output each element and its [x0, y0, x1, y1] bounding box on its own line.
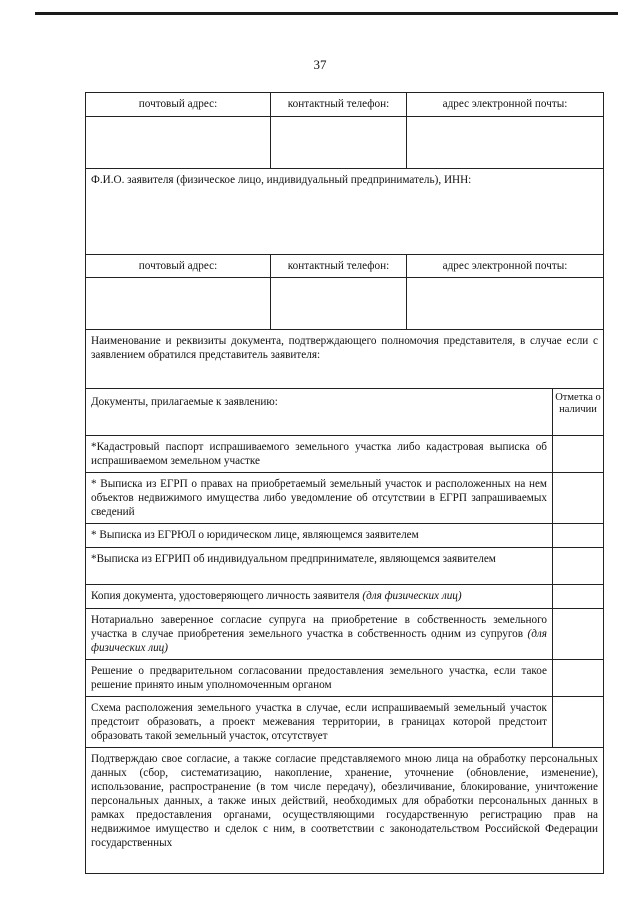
- document-item-text: Копия документа, удостоверяющего личность заявителя (для физических лиц): [91, 590, 462, 602]
- representative-label: Наименование и реквизиты документа, подтверждающего полномочия представителя, в случае если с заявлением обратился представитель заявителя:: [91, 335, 598, 361]
- document-mark-cell[interactable]: [552, 697, 603, 747]
- contacts-input-row-1: [86, 116, 603, 168]
- contacts-header-row-1: [86, 93, 603, 116]
- document-mark-cell[interactable]: [552, 524, 603, 547]
- application-form-table: [85, 92, 604, 874]
- document-item-row: [86, 523, 603, 547]
- consent-text: Подтверждаю свое согласие, а также согласие представляемого мною лица на обработку персональных данных (сбор, систематизацию, накопление, хранение, уточнение (обновление, изменение), использование, распространение (в том числе передачу), обезличивание, блокирование, уничтожение персональных данных, а также иных действий, необходимых для обработки персональных данных в рамках предоставления органами, осуществляющими государственную регистрацию прав на недвижимое имущество и сделок с ним, в соответствии с законодательством Российской Федерации государственных: [91, 753, 598, 849]
- document-mark-cell[interactable]: [552, 436, 603, 472]
- document-item-text: * Выписка из ЕГРЮЛ о юридическом лице, являющемся заявителем: [91, 529, 419, 541]
- document-mark-cell[interactable]: [552, 585, 603, 608]
- document-item-row: [86, 659, 603, 696]
- document-item-text: *Выписка из ЕГРИП об индивидуальном предпринимателе, являющемся заявителем: [91, 553, 496, 565]
- consent-row: [86, 747, 603, 873]
- document-mark-cell[interactable]: [552, 660, 603, 696]
- documents-header-row: [86, 388, 603, 435]
- document-item-text: Решение о предварительном согласовании предоставления земельного участка, если такое решение принято иным уполномоченным органом: [91, 665, 547, 691]
- document-item-text: Нотариально заверенное согласие супруга на приобретение в собственность земельного участка в случае приобретения земельного участка в собственность одним из супругов (для физических лиц): [91, 614, 547, 654]
- document-item-row: [86, 696, 603, 747]
- document-item-row: [86, 435, 603, 472]
- document-mark-cell[interactable]: [552, 548, 603, 584]
- contacts-input-row-2: [86, 277, 603, 329]
- document-item-text: Схема расположения земельного участка в случае, если испрашиваемый земельный участок предстоит образовать, а проект межевания территории, в границах которой предстоит образовать такой земельный участок, отсутствует: [91, 702, 547, 742]
- contact-phone-field-2[interactable]: [270, 278, 406, 329]
- scan-edge-line: [35, 12, 618, 15]
- mark-header: Отметка о наличии: [552, 389, 603, 435]
- email-label-2: адрес электронной почты:: [406, 255, 603, 277]
- document-item-note: (для физических лиц): [91, 628, 547, 654]
- document-item-text: * Выписка из ЕГРП о правах на приобретаемый земельный участок и расположенных на нем объектов недвижимого имущества либо уведомление об отсутствии в ЕГРП запрашиваемых сведений: [91, 478, 547, 518]
- document-item-row: [86, 584, 603, 608]
- document-item-note: (для физических лиц): [362, 590, 462, 602]
- email-field[interactable]: [406, 117, 603, 168]
- email-label: адрес электронной почты:: [406, 93, 603, 116]
- postal-address-field-2[interactable]: [86, 278, 270, 329]
- page-number: 37: [313, 57, 327, 72]
- postal-address-label-2: почтовый адрес:: [138, 260, 218, 272]
- document-item-row: [86, 608, 603, 659]
- contact-phone-label-2: контактный телефон:: [270, 255, 406, 277]
- applicant-label: Ф.И.О. заявителя (физическое лицо, индивидуальный предприниматель), ИНН:: [91, 174, 472, 186]
- email-field-2[interactable]: [406, 278, 603, 329]
- document-item-row: [86, 472, 603, 523]
- contacts-header-row-2: [86, 254, 603, 277]
- postal-address-label: почтовый адрес:: [138, 98, 218, 110]
- postal-address-field[interactable]: [86, 117, 270, 168]
- representative-row[interactable]: [86, 329, 603, 388]
- document-item-row: [86, 547, 603, 584]
- document-mark-cell[interactable]: [552, 473, 603, 523]
- document-mark-cell[interactable]: [552, 609, 603, 659]
- document-item-text: *Кадастровый паспорт испрашиваемого земельного участка либо кадастровая выписка об испрашиваемом земельном участке: [91, 441, 547, 467]
- documents-header: Документы, прилагаемые к заявлению:: [91, 396, 278, 408]
- contact-phone-field[interactable]: [270, 117, 406, 168]
- contact-phone-label: контактный телефон:: [270, 93, 406, 116]
- applicant-row[interactable]: [86, 168, 603, 254]
